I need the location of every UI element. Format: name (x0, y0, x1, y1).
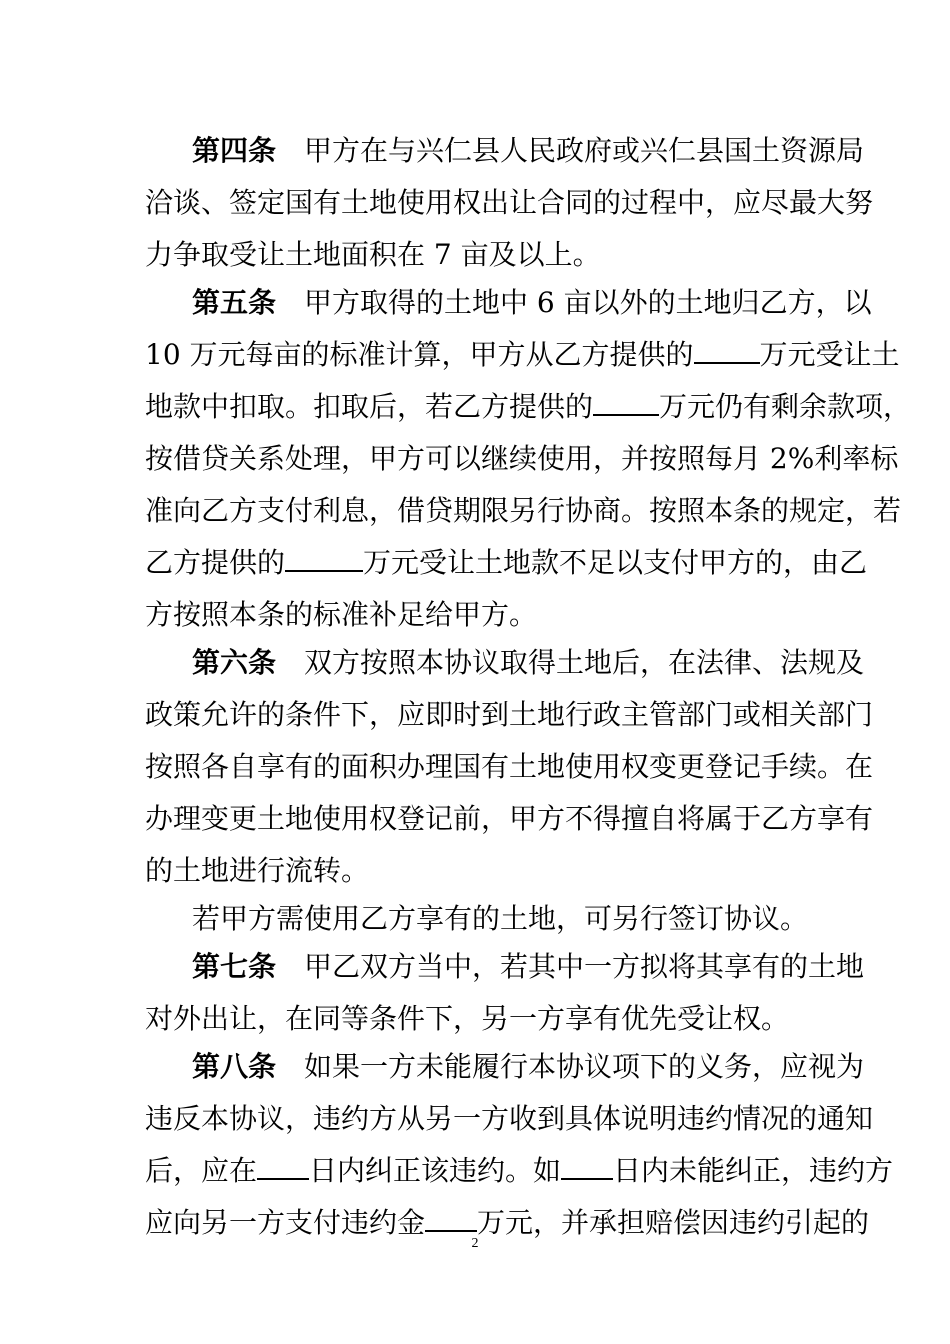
amount-blank (425, 1200, 477, 1232)
article-5-text-2a: 10 万元每亩的标准计算，甲方从乙方提供的 (145, 338, 694, 371)
amount-blank (593, 384, 659, 416)
article-5-text-3b: 万元仍有剩余款项， (659, 390, 912, 423)
article-5-heading: 第五条 (192, 286, 277, 319)
article-4-line-2: 洽谈、签定国有土地使用权出让合同的过程中，应尽最大努 (145, 186, 874, 219)
article-7-line-1 (192, 941, 865, 993)
article-8-text-4a: 应向另一方支付违约金 (145, 1206, 426, 1239)
article-8-text-3b: 日内纠正该违约。如 (309, 1154, 562, 1187)
days-blank (561, 1148, 613, 1180)
amount-blank (694, 332, 760, 364)
article-5-line-3 (145, 381, 912, 433)
article-6-line-2: 政策允许的条件下，应即时到土地行政主管部门或相关部门 (145, 698, 874, 731)
article-6-text-1: 双方按照本协议取得土地后，在法律、法规及 (304, 646, 865, 679)
article-6-line-5: 的土地进行流转。 (145, 854, 370, 887)
article-5-text-3a: 地款中扣取。扣取后，若乙方提供的 (145, 390, 594, 423)
article-8-text-1: 如果一方未能履行本协议项下的义务，应视为 (304, 1050, 865, 1083)
article-8-text-3a: 后，应在 (145, 1154, 258, 1187)
article-8-text-3c: 日内未能纠正，违约方 (613, 1154, 894, 1187)
article-5-line-7: 方按照本条的标准补足给甲方。 (145, 598, 538, 631)
article-5-text-1: 甲方取得的土地中 6 亩以外的土地归乙方，以 (304, 286, 872, 319)
article-5-line-6 (145, 537, 868, 589)
page-number: 2 (471, 1236, 479, 1251)
article-7-text-1: 甲乙双方当中，若其中一方拟将其享有的土地 (304, 950, 865, 983)
article-5-text-6b: 万元受让土地款不足以支付甲方的，由乙 (363, 546, 868, 579)
article-6-heading: 第六条 (192, 646, 277, 679)
article-8-heading: 第八条 (192, 1050, 277, 1083)
article-6-line-3: 按照各自享有的面积办理国有土地使用权变更登记手续。在 (145, 750, 874, 783)
article-4-text-1: 甲方在与兴仁县人民政府或兴仁县国土资源局 (304, 134, 865, 167)
article-4-line-1 (192, 125, 865, 177)
article-6-line-4: 办理变更土地使用权登记前，甲方不得擅自将属于乙方享有 (145, 802, 874, 835)
article-6-line-1 (192, 637, 865, 689)
days-blank (257, 1148, 309, 1180)
article-5-text-6a: 乙方提供的 (145, 546, 286, 579)
article-7-heading: 第七条 (192, 950, 277, 983)
article-4-heading: 第四条 (192, 134, 277, 167)
article-7-line-2: 对外出让，在同等条件下，另一方享有优先受让权。 (145, 1002, 790, 1035)
article-5-text-2b: 万元受让土 (759, 338, 900, 371)
amount-blank (285, 540, 363, 572)
article-8-line-2: 违反本协议，违约方从另一方收到具体说明违约情况的通知 (145, 1102, 874, 1135)
article-8-line-3 (145, 1145, 894, 1197)
article-8-line-1 (192, 1041, 865, 1093)
article-4-line-3: 力争取受让土地面积在 7 亩及以上。 (145, 238, 601, 271)
article-5-line-1 (192, 277, 872, 329)
article-8-text-4b: 万元，并承担赔偿因违约引起的 (477, 1206, 870, 1239)
article-6-extra-paragraph: 若甲方需使用乙方享有的土地，可另行签订协议。 (192, 902, 809, 935)
article-5-line-2 (145, 329, 900, 381)
article-5-line-5: 准向乙方支付利息，借贷期限另行协商。按照本条的规定，若 (145, 494, 902, 527)
article-5-line-4: 按借贷关系处理，甲方可以继续使用，并按照每月 2%利率标 (145, 442, 899, 475)
